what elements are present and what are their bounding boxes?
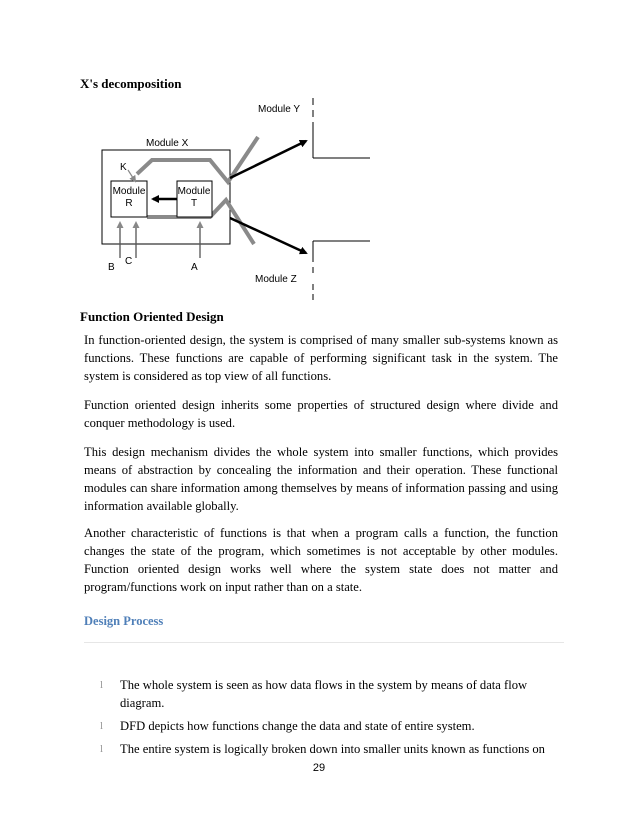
paragraph-3: This design mechanism divides the whole system into smaller functions, which provides means of abstraction by concealing the information and their operation. These functional modules can share information among themselves by means of information passing and using information available globally. [84,445,558,513]
list-item: l The entire system is logically broken down into smaller units known as functions on [100,742,545,756]
module-x-label: Module X [146,138,189,149]
module-r-label-1: Module [112,186,146,197]
b-label: B [108,262,115,273]
design-process-heading: Design Process [84,614,164,628]
design-process-list [100,676,570,763]
decomposition-title: X's decomposition [80,76,182,91]
divider [84,642,564,643]
paragraph-1: In function-oriented design, the system is comprised of many smaller sub-systems known as functions. These functions are capable of performing significant task in the system. The system is considered as top view of all functions. [84,333,558,383]
module-r-label-2: R [125,198,133,209]
module-y-label: Module Y [258,104,301,115]
module-t-label-2: T [190,198,198,209]
module-z-label: Module Z [255,274,297,285]
list-item: l The whole system is seen as how data flows in the system by means of data flow diagram. [100,678,528,710]
module-t-label-1: Module [177,186,211,197]
section-title: Function Oriented Design [80,309,224,324]
arrow-to-z [230,218,306,253]
a-label: A [191,262,198,273]
paragraph-4: Another characteristic of functions is that when a program calls a function, the function changes the state of the program, which sometimes is not acceptable by other modules. Function oriented design works well where the system state does not matter and program/functions work on input rather than on a state. [84,526,558,594]
decomposition-diagram [0,0,638,310]
page-number: 29 [312,762,326,774]
bullet-icon: l [100,743,104,755]
k-arrow [128,170,135,181]
k-label: K [120,162,127,173]
bullet-icon: l [100,679,104,691]
list-item: l DFD depicts how functions change the data and state of entire system. [100,719,475,733]
bullet-icon: l [100,720,104,732]
c-label: C [125,256,133,267]
paragraph-2: Function oriented design inherits some properties of structured design where divide and conquer methodology is used. [84,398,558,430]
